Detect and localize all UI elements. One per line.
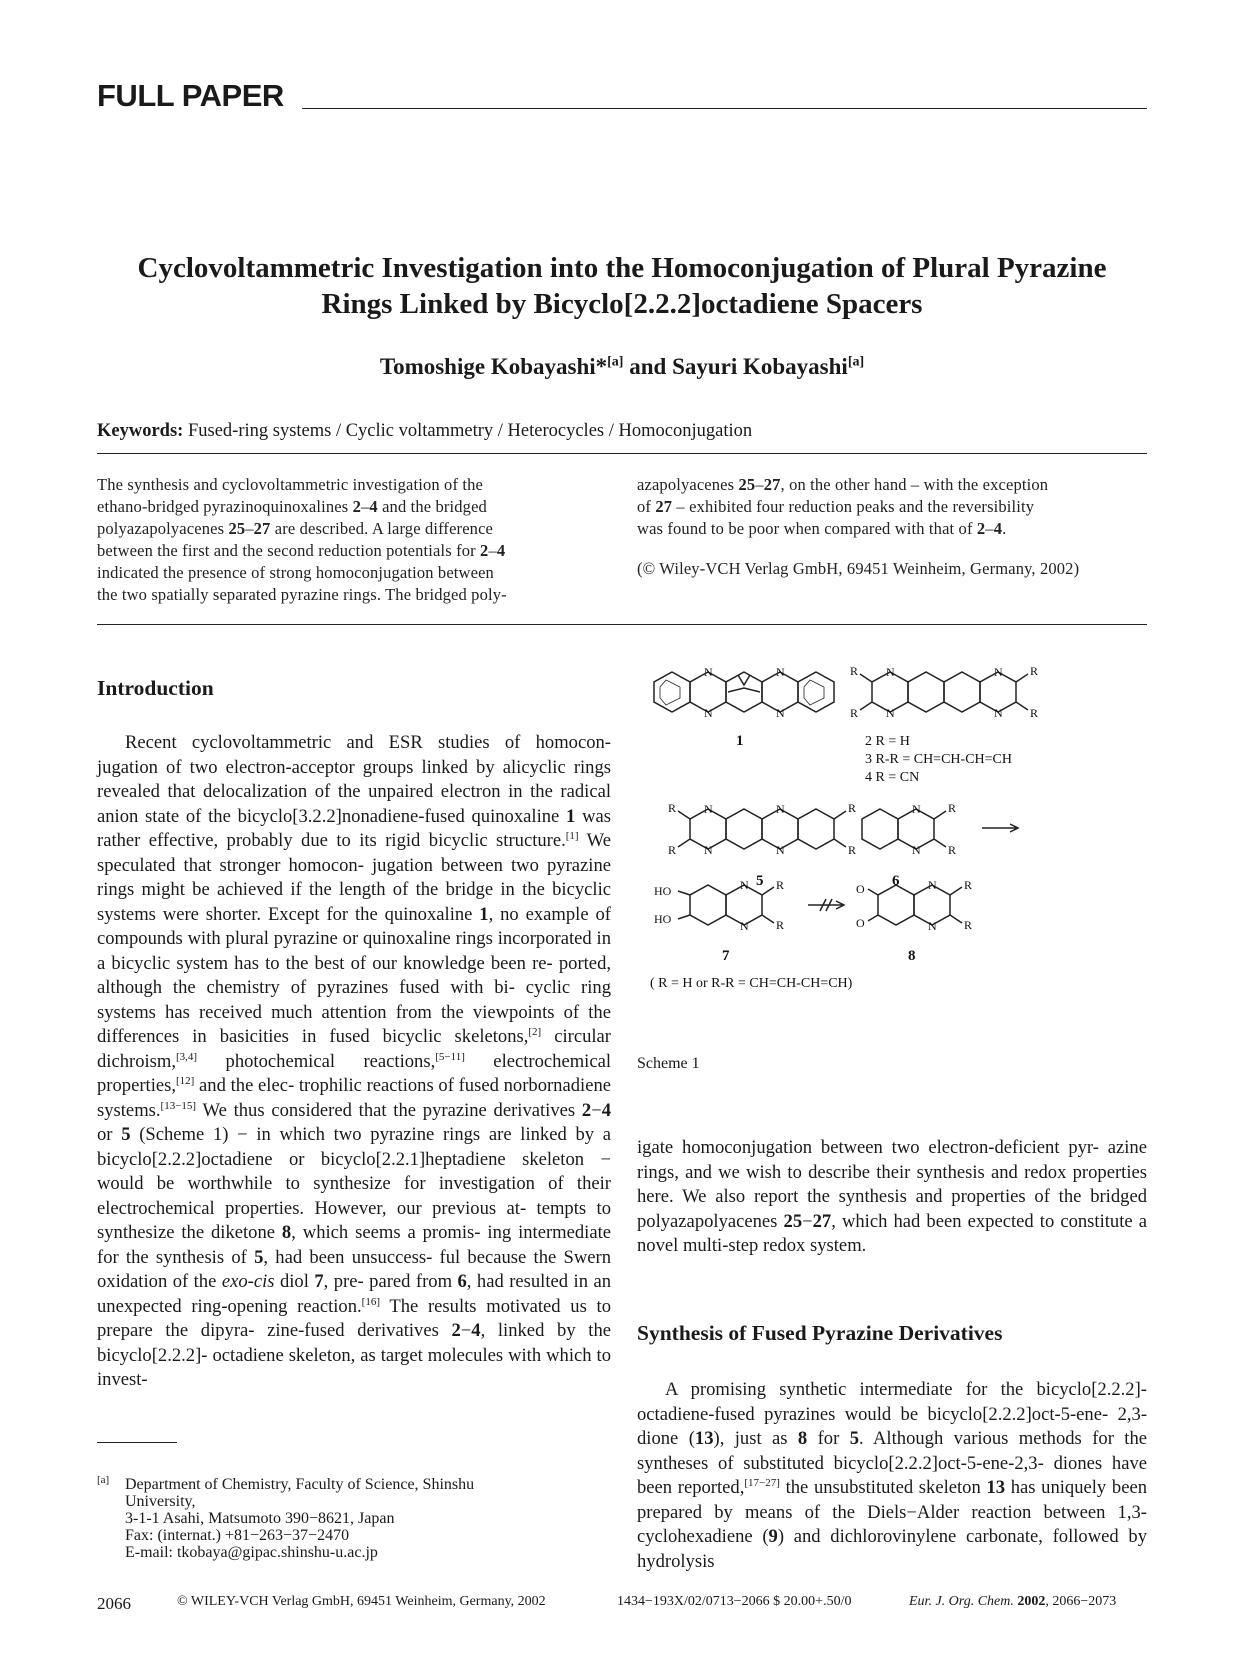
footnote-email: E-mail: tkobaya@gipac.shinshu-u.ac.jp [125, 1544, 378, 1561]
article-title [97, 250, 1147, 322]
paragraph: Recent cyclovoltammetric and ESR studies of homocon- jugation of two electron-acceptor groups linked by alicyclic rings revealed that delocalization of the unpaired electron in the radical anion state of the bicyclo[3.2.2]nonadiene-fused quinoxaline 1 was rather effective, probably due to its rigid bicyclic structure.[1] We speculated that stronger homocon- jugation between two pyrazine rings might be achieved if the length of the bridge in the bicyclic systems were shorter. Except for the quinoxaline 1, no example of compounds with plural pyrazine or quinoxaline rings incorporated in a bicyclic system has to the best of our knowledge been re- ported, although the chemistry of pyrazines fused with bi- cyclic ring systems has received much attention from the viewpoints of the differences in basicities in fused bicyclic skeletons,[2] circular dichroism,[3,4] photochemical reactions,[5−11] electrochemical properties,[12] and the elec- trophilic reactions of fused norbornadiene systems.[13−15] We thus considered that the pyrazine derivatives 2−4 or 5 (Scheme 1) − in which two pyrazine rings are linked by a bicyclo[2.2.2]octadiene or bicyclo[2.2.1]heptadiene skeleton − would be worthwhile to synthesize for investigation of their electrochemical properties. However, our previous at- tempts to synthesize the diketone 8, which seems a promis- ing intermediate for the synthesis of 5, had been unsuccess- ful because the Swern oxidation of the exo-cis diol 7, pre- pared from 6, had resulted in an unexpected ring-opening reaction.[16] The results motivated us to prepare the dipyra- zine-fused derivatives 2−4, linked by the bicyclo[2.2.2]- octadiene skeleton, as target molecules with which to invest- [97, 732, 612, 1390]
footnote-rule [97, 1442, 177, 1443]
introduction-text [97, 731, 611, 1393]
section-type-label: FULL PAPER [97, 78, 284, 113]
affiliation-mark-2: [a] [847, 354, 865, 370]
author-list [97, 354, 1147, 380]
svg-text:R: R [964, 918, 973, 932]
structure-2-4 [850, 664, 1038, 785]
affiliation-footnote: [a] Department of Chemistry, Faculty of Science, Shinshu University, 3-1-1 Asahi, Matsumoto 390−8621, Japan Fax: (internat.) +81−263−37−2470 E-mail: tkobaya@gipac.shinshu-u.ac.jp [97, 1476, 607, 1561]
svg-text:N: N [776, 802, 785, 816]
svg-text:R: R [848, 843, 857, 857]
keywords [97, 421, 1147, 442]
svg-text:O: O [856, 882, 865, 896]
paragraph: A promising synthetic intermediate for the bicyclo[2.2.2]- octadiene-fused pyrazines would be bicyclo[2.2.2]oct-5-ene- 2,3-dione (13), just as 8 for 5. Although various methods for the syntheses of substituted bicyclo[2.2.2]oct-5-ene-2,3- diones have been reported,[17−27] the unsubstituted skeleton 13 has uniquely been prepared by means of the Diels−Alder reaction between 1,3-cyclohexadiene (9) and dichlorovinylene carbonate, followed by hydrolysis [637, 1379, 1148, 1572]
keywords-rule [97, 453, 1147, 454]
page-footer [97, 1594, 1147, 1618]
copyright-notice: (© Wiley-VCH Verlag GmbH, 69451 Weinheim, Germany, 2002) [637, 559, 1080, 578]
section-heading-introduction: Introduction [97, 676, 214, 700]
svg-text:R: R [776, 918, 785, 932]
author-conjunction: and [623, 354, 673, 379]
svg-text:N: N [776, 706, 785, 720]
svg-text:HO: HO [654, 884, 672, 898]
footer-citation: Eur. J. Org. Chem. 2002 , 2066−2073 [909, 1594, 1117, 1609]
abstract-right: azapolyacenes 25–27, on the other hand – with the exception of 27 – exhibited four reduction peaks and the reversibility was found to be poor when compared with that of 2–4. (© Wiley-VCH Verlag GmbH, 69451 Weinheim, Germany, 2002) [637, 474, 1147, 580]
svg-text:R: R [1030, 664, 1039, 678]
keywords-text: Fused-ring systems / Cyclic voltammetry / Heterocycles / Homoconjugation [187, 421, 753, 441]
legend-2: 2 R = H [865, 734, 910, 749]
affiliation-mark-1: [a] [607, 354, 624, 370]
author-1: Tomoshige Kobayashi* [379, 354, 608, 379]
keywords-label: Keywords: [97, 421, 184, 441]
svg-text:N: N [740, 878, 749, 892]
structure-7-number: 7 [722, 948, 730, 964]
svg-text:N: N [886, 706, 895, 720]
svg-text:R: R [848, 801, 857, 815]
structure-8 [856, 878, 972, 964]
blocked-arrow [808, 899, 844, 911]
svg-text:R: R [1030, 706, 1039, 720]
section-heading-synthesis: Synthesis of Fused Pyrazine Derivatives [637, 1321, 1003, 1345]
scheme-1-structures [620, 655, 1130, 1055]
svg-text:R: R [850, 664, 859, 678]
svg-text:N: N [740, 919, 749, 933]
svg-text:HO: HO [654, 912, 672, 926]
svg-text:N: N [928, 919, 937, 933]
running-header [97, 78, 1147, 112]
abstract-rule [97, 624, 1147, 625]
svg-text:N: N [912, 843, 921, 857]
author-2: Sayuri Kobayashi [672, 354, 848, 379]
structure-7 [654, 878, 844, 964]
structure-6 [862, 801, 1018, 889]
legend-3: 3 R-R = CH=CH-CH=CH [865, 752, 1012, 767]
reaction-arrow [982, 824, 1018, 832]
structure-8-number: 8 [908, 948, 916, 964]
introduction-continued [637, 1136, 1147, 1259]
svg-text:N: N [776, 665, 785, 679]
svg-text:R: R [668, 843, 677, 857]
svg-text:R: R [948, 801, 957, 815]
svg-text:O: O [856, 916, 865, 930]
svg-text:R: R [948, 843, 957, 857]
svg-text:N: N [928, 878, 937, 892]
structure-5 [668, 801, 856, 889]
page-number: 2066 [97, 1594, 131, 1613]
header-rule [302, 108, 1147, 109]
structure-5-number: 5 [756, 873, 764, 889]
svg-text:R: R [776, 878, 785, 892]
synthesis-text [637, 1378, 1147, 1574]
footnote-mark: [a] [97, 1474, 110, 1486]
footer-issn: 1434−193X/02/0713−2066 $ 20.00+.50/0 [617, 1594, 852, 1609]
paragraph: igate homoconjugation between two electron-deficient pyr- azine rings, and we wish to describe their synthesis and redox properties here. We also report the synthesis and properties of the bridged polyazapolyacenes 25−27, which had been expected to constitute a novel multi-step redox system. [637, 1137, 1147, 1256]
structure-1 [654, 665, 834, 749]
svg-text:N: N [886, 665, 895, 679]
title-line-1: Cyclovoltammetric Investigation into the Homoconjugation of Plural Pyrazine [137, 252, 1107, 284]
svg-text:N: N [704, 843, 713, 857]
title-line-2: Rings Linked by Bicyclo[2.2.2]octadiene Spacers [321, 288, 923, 320]
svg-text:R: R [668, 801, 677, 815]
svg-text:R: R [850, 706, 859, 720]
svg-text:N: N [704, 706, 713, 720]
svg-text:N: N [994, 706, 1003, 720]
svg-text:N: N [994, 665, 1003, 679]
structure-1-number: 1 [736, 733, 744, 749]
svg-text:N: N [912, 802, 921, 816]
abstract-left: The synthesis and cyclovoltammetric investigation of the ethano-bridged pyrazinoquinoxalines 2–4 and the bridged polyazapolyacenes 25–27 are described. A large difference between the first and the second reduction potentials for 2–4 indicated the presence of strong homoconjugation between the two spatially separated pyrazine rings. The bridged poly- [97, 475, 507, 604]
structure-6-number: 6 [892, 873, 900, 889]
footer-publisher: © WILEY-VCH Verlag GmbH, 69451 Weinheim, Germany, 2002 [177, 1594, 546, 1609]
svg-text:N: N [704, 802, 713, 816]
svg-text:N: N [704, 665, 713, 679]
scheme-substituent-note: ( R = H or R-R = CH=CH-CH=CH) [650, 976, 853, 991]
svg-text:R: R [964, 878, 973, 892]
scheme-caption: Scheme 1 [637, 1055, 700, 1072]
svg-text:N: N [776, 843, 785, 857]
legend-4: 4 R = CN [865, 770, 920, 785]
